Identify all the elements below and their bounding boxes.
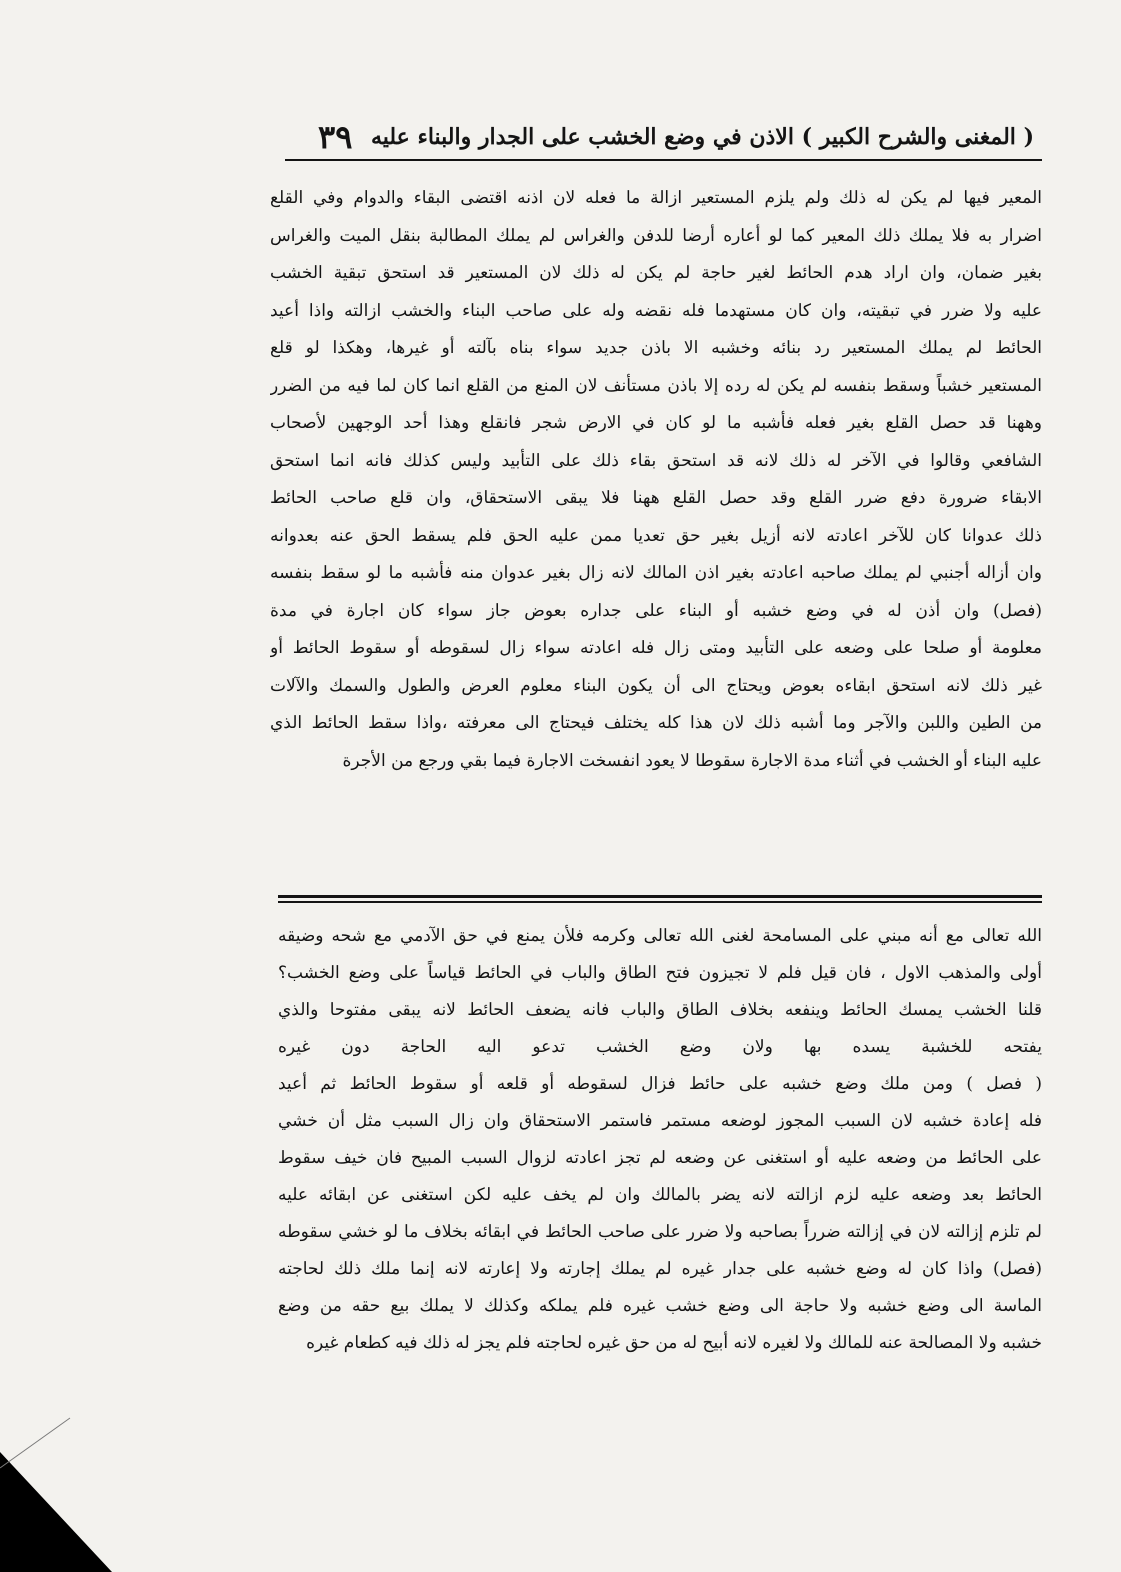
text-line: فله إعادة خشبه لان السبب المجوز لوضعه مستمر فاستمر الاستحقاق وان زال السبب مثل أن خشي bbox=[278, 1111, 1042, 1131]
main-text-block bbox=[270, 180, 1042, 780]
text-line: يفتحه للخشبة يسده بها ولان وضع الخشب تدعو اليه الحاجة دون غيره bbox=[278, 1037, 1042, 1057]
text-line: على الحائط من وضعه عليه أو استغنى عن وضعه لم تجز اعادته لزوال السبب المبيح فان خيف سقوط bbox=[278, 1148, 1042, 1168]
text-line: ( فصل ) ومن ملك وضع خشبه على حائط فزال لسقوطه أو قلعه أو سقوط الحائط ثم أعيد bbox=[278, 1074, 1042, 1094]
text-line: عليه البناء أو الخشب في أثناء مدة الاجارة سقوطا لا يعود انفسخت الاجارة فيما بقي ورجع من الأجرة bbox=[342, 750, 1042, 771]
text-line: المعير فيها لم يكن له ذلك ولم يلزم المستعير ازالة ما فعله لان اذنه اقتضى البقاء والدوام وفي القلع bbox=[270, 188, 1042, 208]
text-line: الشافعي وقالوا في الآخر له ذلك لانه قد استحق بقاء ذلك على التأبيد وليس كذلك فانه انما استحق bbox=[270, 450, 1042, 471]
text-line: وههنا قد حصل القلع بغير فعله فأشبه ما لو كان في الارض شجر فانقلع وهذا أحد الوجهين لأصحاب bbox=[270, 413, 1042, 433]
text-line: الحائط بعد وضعه عليه لزم ازالته لانه يضر بالمالك وان لم يخف عليه لكن استغنى عن ابقائه عليه bbox=[278, 1185, 1042, 1205]
separator-rule-bottom bbox=[278, 901, 1042, 903]
text-line: (فصل) وان أذن له في وضع خشبه أو البناء على جداره بعوض جاز سواء كان اجارة في مدة bbox=[270, 600, 1042, 621]
header-title: ( المغنى والشرح الكبير ) الاذن في وضع الخشب على الجدار والبناء عليه bbox=[370, 124, 1034, 150]
text-line: الحائط لم يملك المستعير رد بنائه وخشبه الا باذن جديد سواء بناه بآلته أو غيرها، وهكذا لو قلع bbox=[270, 338, 1042, 358]
text-line: الابقاء ضرورة دفع ضرر القلع وقد حصل القلع ههنا فلا يبقى الاستحقاق، وان قلع صاحب الحائط bbox=[270, 488, 1042, 508]
running-header bbox=[278, 116, 1042, 160]
text-line: من الطين واللبن والآجر وما أشبه ذلك لان هذا كله يختلف فيحتاج الى معرفته ،واذا سقط الحائط الذي bbox=[270, 713, 1042, 733]
commentary-text-block bbox=[278, 918, 1042, 1362]
page-number: ٣٩ bbox=[318, 118, 353, 156]
text-line: بغير ضمان، وان اراد هدم الحائط لغير حاجة لم يكن له ذلك لان المستعير قد استحق تبقية الخشب bbox=[270, 263, 1042, 283]
header-rule bbox=[285, 159, 1042, 161]
text-line: قلنا الخشب يمسك الحائط وينفعه بخلاف الطاق والباب فانه يضعف الحائط لانه يبقى مفتوحا والذي bbox=[278, 1000, 1042, 1020]
text-line: أولى والمذهب الاول ، فان قيل فلم لا تجيزون فتح الطاق والباب في الحائط قياساً على وضع الخشب؟ bbox=[278, 963, 1042, 983]
text-line: خشبه ولا المصالحة عنه للمالك ولا لغيره لانه أبيح له من حق غيره لحاجته فلم يجز له ذلك فيه كطعام غيره bbox=[306, 1333, 1042, 1353]
text-line: غير ذلك لانه استحق ابقاءه بعوض ويحتاج الى أن يكون البناء معلوم العرض والطول والسمك والآلات bbox=[270, 675, 1042, 696]
text-line: المستعير خشباً وسقط بنفسه لم يكن له رده إلا باذن مستأنف لان المنع من القلع انما كان لما فيه من الضرر bbox=[270, 375, 1042, 396]
text-line: (فصل) واذا كان له وضع خشبه على جدار غيره لم يملك إجارته ولا إعارته لانه إنما ملك ذلك لحاجته bbox=[278, 1259, 1042, 1279]
text-line: ذلك عدوانا كان للآخر اعادته لانه أزيل بغير حق تعديا ممن عليه الحق فلم يسقط الحق عنه بعدوانه bbox=[270, 525, 1042, 546]
text-line: عليه ولا ضرر في تبقيته، وان كان مستهدما فله نقضه وله على صاحب البناء والخشب ازالته واذا أعيد bbox=[270, 300, 1042, 321]
text-line: الله تعالى مع أنه مبني على المسامحة لغنى الله تعالى وكرمه فلأن يمنع في حق الآدمي مع شحه وضيقه bbox=[278, 926, 1042, 946]
text-line: اضرار به فلا يملك ذلك المعير كما لو أعاره أرضا للدفن والغراس لم يملك المطالبة بنقل الميت والغراس bbox=[270, 225, 1042, 246]
separator-rule-top bbox=[278, 895, 1042, 898]
text-line: وان أزاله أجنبي لم يملك صاحبه اعادته بغير اذن المالك لانه زال بغير عدوان منه فأشبه ما لو سقط بنفسه bbox=[270, 563, 1042, 583]
text-line: لم تلزم إزالته لان في إزالته ضرراً بصاحبه ولا ضرر على صاحب الحائط في ابقائه بخلاف ما لو خشي سقوطه bbox=[278, 1222, 1042, 1242]
text-line: الماسة الى وضع خشبه ولا حاجة الى وضع خشب غيره فلم يملكه وكذلك لا يملك بيع حقه من وضع bbox=[278, 1296, 1042, 1316]
text-line: معلومة أو صلحا على وضعه على التأبيد ومتى زال فله اعادته سواء زال لسقوطه أو سقوط الحائط أو bbox=[270, 638, 1042, 658]
